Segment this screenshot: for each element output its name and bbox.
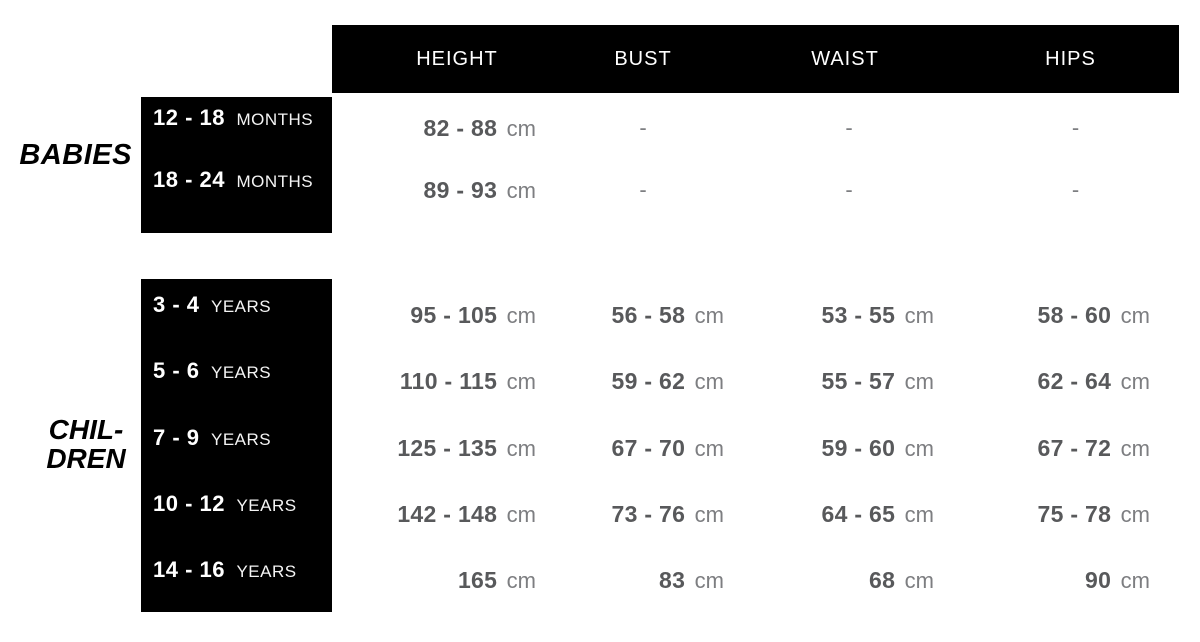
- age-range: 18 - 24: [153, 167, 225, 192]
- bust-cell: [546, 368, 734, 395]
- table-row: [141, 358, 1179, 401]
- measurement-unit: cm: [694, 435, 724, 461]
- measurement-value: 59 - 62: [611, 367, 686, 394]
- measurement-unit: cm: [1120, 368, 1150, 394]
- height-cell: [332, 368, 546, 395]
- height-cell: [332, 501, 546, 528]
- hips-cell: [944, 302, 1179, 329]
- age-unit: YEARS: [210, 430, 272, 449]
- measurement-value: 142 - 148: [397, 500, 498, 527]
- waist-cell: [734, 567, 944, 594]
- age-unit: MONTHS: [236, 110, 314, 129]
- measurement-value: 82 - 88: [423, 114, 498, 141]
- measurement-unit: cm: [506, 501, 536, 527]
- measurement-value: 125 - 135: [397, 434, 498, 461]
- age-range: 5 - 6: [153, 358, 200, 383]
- age-range-cell: [141, 105, 332, 131]
- waist-cell: [734, 435, 944, 462]
- age-range: 3 - 4: [153, 292, 200, 317]
- measurement-unit: cm: [904, 501, 934, 527]
- hips-cell: [944, 368, 1179, 395]
- age-unit: YEARS: [210, 363, 272, 382]
- measurement-value: 83: [659, 566, 686, 593]
- height-cell: [332, 302, 546, 329]
- measurement-unit: cm: [1120, 435, 1150, 461]
- table-row: [141, 557, 1179, 600]
- measurement-value: 73 - 76: [611, 500, 686, 527]
- measurement-unit: cm: [694, 368, 724, 394]
- hips-cell: [944, 501, 1179, 528]
- measurement-value: 67 - 70: [611, 434, 686, 461]
- measurement-value: 53 - 55: [821, 301, 896, 328]
- measurement-value: 55 - 57: [821, 367, 896, 394]
- measurement-unit: cm: [904, 302, 934, 328]
- measurement-unit: cm: [1120, 302, 1150, 328]
- age-unit: YEARS: [236, 496, 297, 515]
- table-row: [141, 292, 1179, 335]
- hips-cell: -: [1071, 115, 1080, 140]
- age-range-cell: [141, 557, 332, 583]
- measurement-unit: cm: [904, 435, 934, 461]
- measurement-unit: cm: [506, 567, 536, 593]
- measurement-unit: cm: [694, 567, 724, 593]
- hips-cell: -: [1071, 177, 1080, 202]
- bust-cell: -: [639, 115, 647, 140]
- age-range-cell: [141, 491, 332, 517]
- height-cell: [332, 435, 546, 462]
- column-header-waist: WAIST: [811, 47, 879, 70]
- age-range: 12 - 18: [153, 105, 225, 130]
- table-row: [141, 105, 1179, 148]
- table-row: [141, 167, 1179, 210]
- measurement-value: 68: [869, 566, 896, 593]
- measurement-value: 165: [457, 566, 498, 593]
- age-range-cell: [141, 425, 332, 451]
- measurement-value: 62 - 64: [1037, 367, 1112, 394]
- age-unit: YEARS: [236, 562, 297, 581]
- measurement-unit: cm: [506, 435, 536, 461]
- bust-cell: -: [639, 177, 647, 202]
- measurement-unit: cm: [1120, 567, 1150, 593]
- age-range: 10 - 12: [153, 491, 225, 516]
- age-range-cell: [141, 292, 332, 318]
- age-range: 14 - 16: [153, 557, 225, 582]
- measurement-value: 67 - 72: [1037, 434, 1112, 461]
- measurement-value: 89 - 93: [423, 176, 498, 203]
- measurement-unit: cm: [904, 567, 934, 593]
- height-cell: [332, 115, 546, 142]
- measurement-value: 56 - 58: [611, 301, 686, 328]
- bust-cell: [546, 567, 734, 594]
- age-range-cell: [141, 358, 332, 384]
- measurement-unit: cm: [506, 177, 536, 203]
- age-range-cell: [141, 167, 332, 193]
- waist-cell: [734, 302, 944, 329]
- waist-cell: -: [845, 177, 853, 202]
- measurement-unit: cm: [506, 302, 536, 328]
- bust-cell: [546, 302, 734, 329]
- age-range: 7 - 9: [153, 425, 200, 450]
- bust-cell: [546, 501, 734, 528]
- group-label-line: DREN: [46, 443, 126, 474]
- measurement-value: 64 - 65: [821, 500, 896, 527]
- bust-cell: [546, 435, 734, 462]
- measurement-unit: cm: [694, 302, 724, 328]
- height-cell: [332, 567, 546, 594]
- waist-cell: [734, 368, 944, 395]
- table-row: [141, 491, 1179, 534]
- measurement-unit: cm: [694, 501, 724, 527]
- measurement-value: 75 - 78: [1037, 500, 1112, 527]
- measurement-value: 59 - 60: [821, 434, 896, 461]
- table-header-bar: [332, 25, 1179, 93]
- age-unit: MONTHS: [236, 172, 314, 191]
- table-row: [141, 425, 1179, 468]
- measurement-unit: cm: [1120, 501, 1150, 527]
- waist-cell: -: [845, 115, 853, 140]
- group-label-children: [43, 415, 129, 473]
- column-header-hips: HIPS: [1045, 47, 1096, 70]
- measurement-unit: cm: [506, 115, 536, 141]
- hips-cell: [944, 435, 1179, 462]
- column-header-height: HEIGHT: [416, 47, 498, 70]
- measurement-value: 95 - 105: [410, 301, 498, 328]
- measurement-value: 110 - 115: [399, 367, 498, 394]
- measurement-unit: cm: [506, 368, 536, 394]
- age-unit: YEARS: [210, 297, 272, 316]
- group-label-line: CHIL-: [48, 414, 124, 445]
- column-header-bust: BUST: [614, 47, 672, 70]
- height-cell: [332, 177, 546, 204]
- measurement-value: 58 - 60: [1037, 301, 1112, 328]
- waist-cell: [734, 501, 944, 528]
- group-label-babies: BABIES: [19, 139, 132, 171]
- measurement-value: 90: [1085, 566, 1112, 593]
- measurement-unit: cm: [904, 368, 934, 394]
- hips-cell: [944, 567, 1179, 594]
